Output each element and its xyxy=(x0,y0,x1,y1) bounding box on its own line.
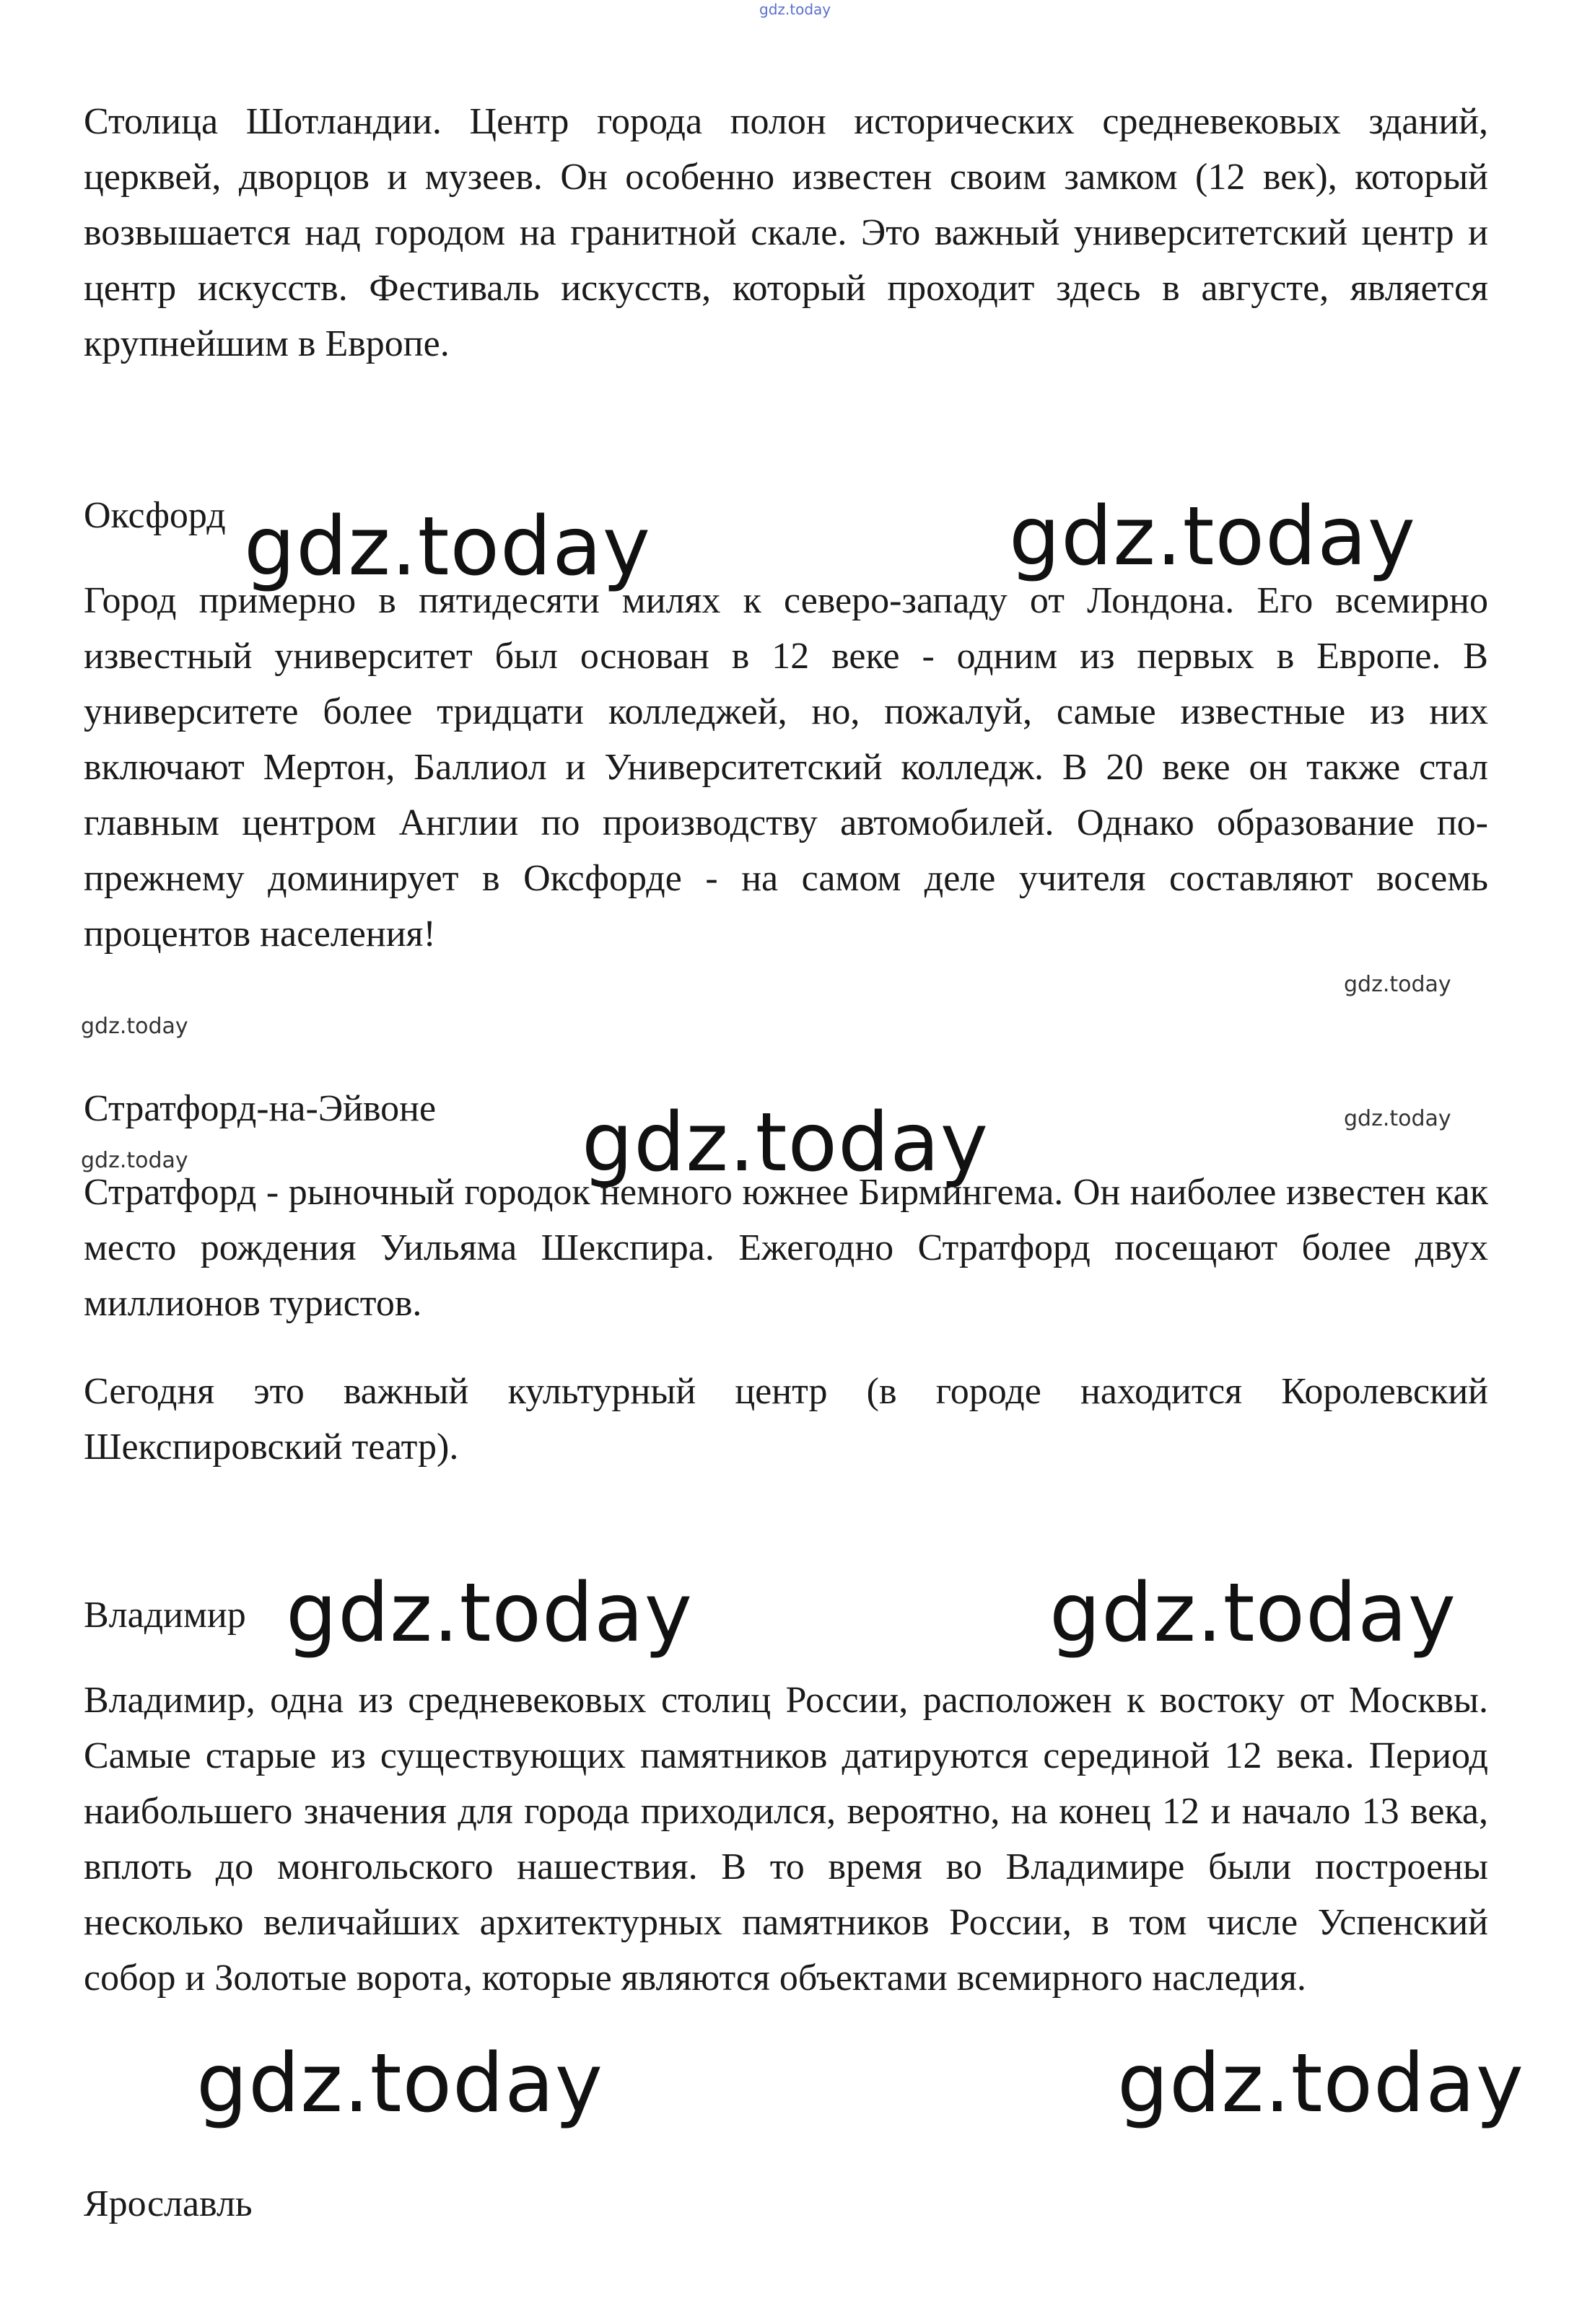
stratford-paragraph-1: Стратфорд - рыночный городок немного южнее Бирмингема. Он наиболее известен как место рождения Уильяма Шекспира. Ежегодно Стратфорд посещают более двух миллионов туристов. xyxy=(84,1172,1488,1324)
watermark-big: gdz.today xyxy=(582,1096,989,1190)
watermark-top: gdz.today xyxy=(759,1,831,18)
watermark-big: gdz.today xyxy=(286,1566,694,1660)
watermark-big: gdz.today xyxy=(1009,490,1417,584)
watermark-small: gdz.today xyxy=(1344,1106,1451,1131)
oxford-heading: Оксфорд xyxy=(84,495,226,536)
watermark-big: gdz.today xyxy=(244,500,652,594)
stratford-paragraph-2: Сегодня это важный культурный центр (в городе находится Королевский Шекспировский театр). xyxy=(84,1371,1488,1468)
watermark-big: gdz.today xyxy=(1049,1566,1457,1660)
vladimir-paragraph: Владимир, одна из средневековых столиц России, расположен к востоку от Москвы. Самые старые из существующих памятников датируются серединой 12 века. Период наибольшего значения для города приходился, вероятно, на конец 12 и начало 13 века, вплоть до монгольского нашествия. В то время во Владимире были построены несколько величайших архитектурных памятников России, в том числе Успенский собор и Золотые ворота, которые являются объектами всемирного наследия. xyxy=(84,1680,1488,1999)
watermark-big: gdz.today xyxy=(196,2037,604,2131)
watermark-small: gdz.today xyxy=(81,1148,188,1173)
watermark-big: gdz.today xyxy=(1117,2037,1525,2131)
vladimir-heading: Владимир xyxy=(84,1595,246,1636)
watermark-small: gdz.today xyxy=(1344,972,1451,997)
watermark-small: gdz.today xyxy=(81,1014,188,1039)
edinburgh-paragraph: Столица Шотландии. Центр города полон исторических средневековых зданий, церквей, дворцов и музеев. Он особенно известен своим замком (12 век), который возвышается над городом на гранитной скале. Это важный университетский центр и центр искусств. Фестиваль искусств, который проходит здесь в августе, является крупнейшим в Европе. xyxy=(84,101,1488,364)
yaroslavl-heading: Ярославль xyxy=(84,2183,253,2224)
oxford-paragraph: Город примерно в пятидесяти милях к северо-западу от Лондона. Его всемирно известный университет был основан в 12 веке - одним из первых в Европе. В университете более тридцати колледжей, но, пожалуй, самые известные из них включают Мертон, Баллиол и Университетский колледж. В 20 веке он также стал главным центром Англии по производству автомобилей. Однако образование по-прежнему доминирует в Оксфорде - на самом деле учителя составляют восемь процентов населения! xyxy=(84,580,1488,955)
stratford-heading: Стратфорд-на-Эйвоне xyxy=(84,1088,437,1129)
